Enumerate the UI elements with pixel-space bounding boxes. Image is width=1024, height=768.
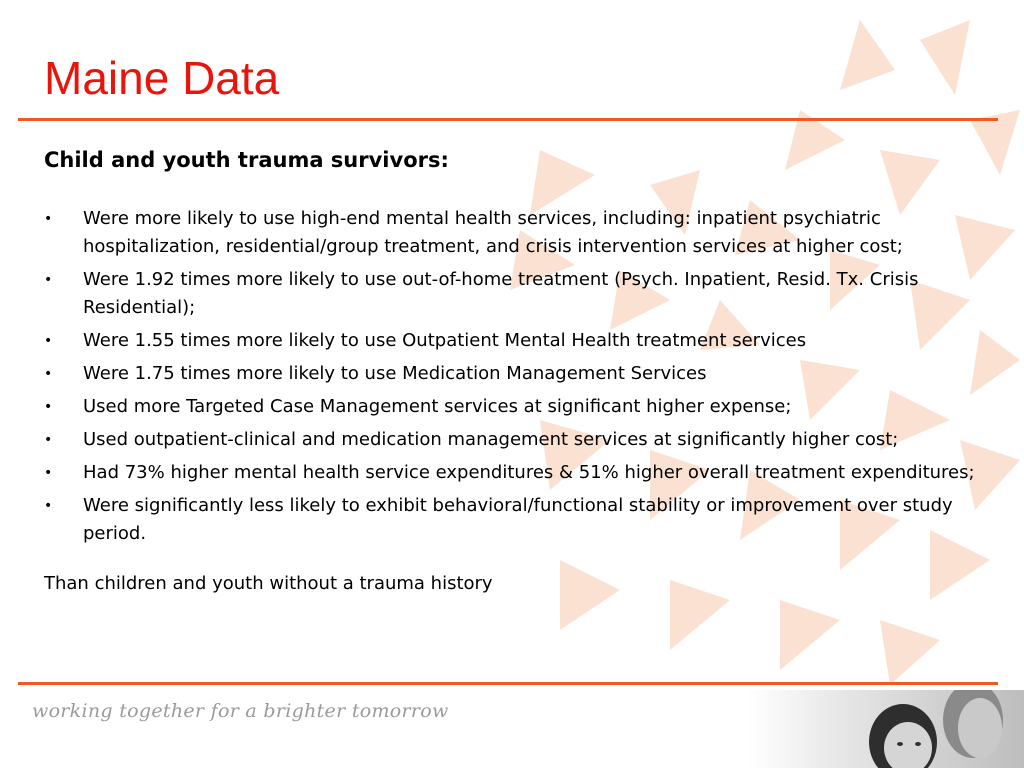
bullet-list: [44, 205, 994, 548]
slide-title: Maine Data: [44, 52, 280, 104]
bullet-text: Had 73% higher mental health service expenditures & 51% higher overall treatment expenditures;: [83, 462, 975, 483]
slide-subheading: Child and youth trauma survivors:: [44, 148, 449, 172]
list-item: [44, 327, 994, 355]
footer-divider: [18, 682, 998, 685]
list-item: [44, 266, 994, 322]
bullet-icon: •: [44, 211, 53, 227]
title-divider: [18, 118, 998, 121]
bullet-icon: •: [44, 399, 53, 415]
slide-conclusion: Than children and youth without a trauma history: [44, 573, 493, 594]
bullet-text: Used outpatient-clinical and medication management services at significantly higher cost;: [83, 429, 899, 450]
parent-child-photo: [748, 690, 1024, 768]
bullet-icon: •: [44, 366, 53, 382]
bullet-text: Used more Targeted Case Management services at significant higher expense;: [83, 396, 792, 417]
list-item: [44, 459, 994, 487]
bullet-text: Were significantly less likely to exhibit behavioral/functional stability or improvement over study period.: [83, 495, 953, 544]
bullet-icon: •: [44, 272, 53, 288]
list-item: [44, 393, 994, 421]
bullet-icon: •: [44, 498, 53, 514]
bullet-text: Were 1.55 times more likely to use Outpatient Mental Health treatment services: [83, 330, 807, 351]
bullet-icon: •: [44, 465, 53, 481]
bullet-text: Were more likely to use high-end mental health services, including: inpatient psychiatric hospitalization, residential/group treatment, and crisis intervention services at higher cost;: [83, 208, 903, 257]
bullet-icon: •: [44, 432, 53, 448]
bullet-text: Were 1.92 times more likely to use out-of-home treatment (Psych. Inpatient, Resid. Tx. Crisis Residential);: [83, 269, 919, 318]
bullet-text: Were 1.75 times more likely to use Medication Management Services: [83, 363, 707, 384]
list-item: [44, 492, 994, 548]
bullet-icon: •: [44, 333, 53, 349]
list-item: [44, 205, 994, 261]
list-item: [44, 426, 994, 454]
footer-tagline: working together for a brighter tomorrow: [32, 700, 449, 722]
slide-body: [44, 145, 994, 598]
list-item: [44, 360, 994, 388]
